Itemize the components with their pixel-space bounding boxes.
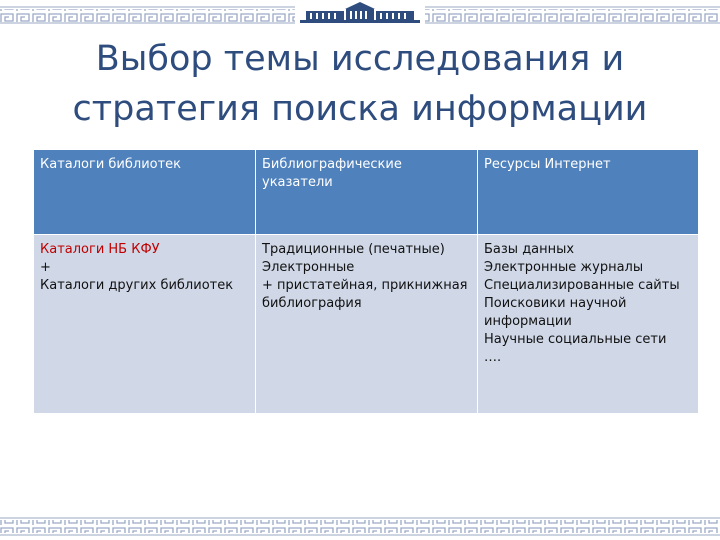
highlight-text: Каталоги НБ КФУ [40, 242, 160, 257]
cell-line: Поисковики научной информации [484, 296, 631, 329]
cell-line: Традиционные (печатные) [262, 242, 445, 257]
bottom-ornament-band [0, 514, 720, 540]
cell-line: Базы данных [484, 242, 575, 257]
table-row [34, 235, 699, 414]
cell-line: + [40, 260, 51, 275]
cell-line: Научные социальные сети [484, 332, 667, 347]
top-ornament-band [0, 0, 720, 30]
cell-internet-resources [478, 235, 699, 414]
table-header-row [34, 150, 699, 235]
cell-line: …. [484, 350, 502, 365]
cell-line: + пристатейная, прикнижная библиография [262, 278, 472, 311]
cell-line: Электронные журналы [484, 260, 644, 275]
cell-library-catalogs [34, 235, 256, 414]
header-bibliographic-indexes: Библиографические указатели [256, 150, 478, 235]
header-library-catalogs: Каталоги библиотек [34, 150, 256, 235]
cell-line: Каталоги других библиотек [40, 278, 234, 293]
cell-line: Специализированные сайты [484, 278, 680, 293]
slide-title: Выбор темы исследования и стратегия поиска информации [72, 39, 648, 129]
cell-bibliographic-indexes [256, 235, 478, 414]
cell-line: Электронные [262, 260, 355, 275]
resources-table [33, 149, 699, 414]
header-internet-resources: Ресурсы Интернет [478, 150, 699, 235]
